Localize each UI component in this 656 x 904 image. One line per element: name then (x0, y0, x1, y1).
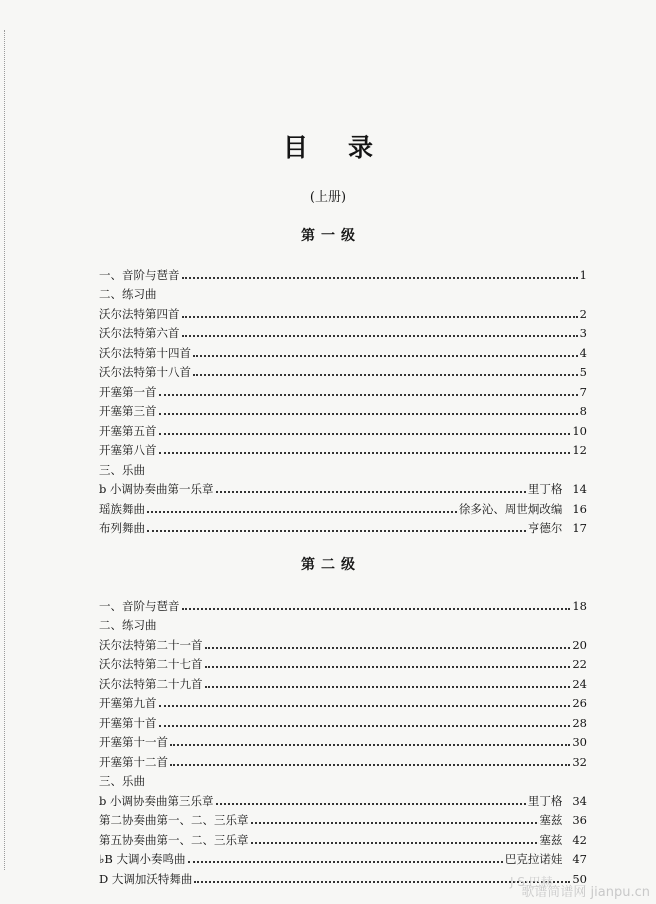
level-1-toc (99, 262, 587, 535)
toc-entry-composer: 巴克拉诺娃 (504, 852, 563, 866)
toc-entry-composer: 徐多沁、周世炯改编 (458, 501, 563, 516)
dot-leader (216, 802, 526, 805)
level-2-heading: 第二级 (301, 557, 361, 573)
toc-entry (99, 301, 587, 321)
toc-entry-title: 开塞第五首 (99, 423, 157, 438)
toc-entry (99, 321, 587, 341)
toc-entry-title: 开塞第十首 (99, 715, 157, 730)
toc-entry-title: 开塞第十一首 (99, 735, 168, 749)
toc-entry-title: 沃尔法特第十八首 (99, 365, 191, 379)
toc-entry-title: 沃尔法特第二十七首 (99, 657, 203, 671)
toc-entry-title: 瑶族舞曲 (99, 501, 145, 516)
dot-leader (147, 529, 526, 532)
toc-entry-title: 第二协奏曲第一、二、三乐章 (99, 813, 249, 827)
toc-entry-page: 50 (572, 871, 587, 886)
toc-entry-page: 14 (572, 482, 587, 496)
toc-entry (99, 262, 587, 282)
dot-leader (182, 607, 571, 610)
toc-entry-title: 开塞第十二首 (99, 754, 168, 769)
level-2-toc (99, 593, 587, 886)
toc-entry-page: 42 (572, 832, 587, 847)
toc-entry-page: 1 (579, 267, 587, 282)
toc-entry (99, 808, 587, 828)
toc-entry (99, 652, 587, 672)
toc-entry-title: 开塞第三首 (99, 404, 157, 418)
toc-entry (99, 691, 587, 711)
toc-entry-title: 沃尔法特第四首 (99, 306, 180, 321)
dot-leader (159, 724, 571, 727)
toc-entry-title: b 小调协奏曲第三乐章 (99, 793, 214, 808)
toc-entry-title: 一、音阶与琶音 (99, 598, 180, 613)
dot-leader (216, 490, 526, 493)
toc-section-heading (99, 769, 587, 789)
toc-entry (99, 710, 587, 730)
toc-entry (99, 788, 587, 808)
watermark: 歌谱简谱网 jianpu.cn (521, 885, 650, 900)
toc-entry (99, 399, 587, 419)
toc-section-heading (99, 282, 587, 302)
dot-leader (159, 451, 571, 454)
dot-leader (182, 276, 578, 279)
dot-leader (159, 393, 578, 396)
toc-entry-page: 17 (572, 521, 587, 535)
toc-entry (99, 827, 587, 847)
toc-entry (99, 477, 587, 497)
toc-entry-page: 30 (572, 735, 587, 749)
toc-entry (99, 749, 587, 769)
toc-entry-page: 18 (572, 598, 587, 613)
page-title: 目录 (282, 133, 413, 162)
toc-entry-title: 开塞第八首 (99, 443, 157, 457)
toc-entry-title: 三、乐曲 (99, 462, 145, 477)
dot-leader (182, 315, 578, 318)
toc-entry-page: 4 (579, 345, 587, 360)
toc-entry (99, 632, 587, 652)
dot-leader (159, 412, 578, 415)
toc-entry-title: 二、练习曲 (99, 618, 157, 632)
dot-leader (205, 685, 571, 688)
toc-entry-page: 3 (579, 326, 587, 340)
toc-entry-page: 34 (572, 793, 587, 808)
toc-entry (99, 360, 587, 380)
toc-entry-page: 8 (579, 404, 587, 418)
toc-entry-page: 28 (572, 715, 587, 730)
dot-leader (159, 704, 571, 707)
toc-entry-title: D 大调加沃特舞曲 (99, 871, 193, 886)
toc-entry-page: 7 (579, 384, 587, 399)
toc-section-heading (99, 457, 587, 477)
toc-entry (99, 438, 587, 458)
toc-entry-page: 16 (572, 501, 587, 516)
toc-entry-composer: 里丁格 (527, 482, 563, 496)
toc-entry-page: 5 (579, 365, 587, 379)
toc-entry-page: 20 (572, 637, 587, 652)
toc-entry (99, 593, 587, 613)
dot-leader (205, 646, 571, 649)
toc-section-heading (99, 613, 587, 633)
toc-entry-composer: 塞兹 (539, 813, 563, 827)
dot-leader (147, 510, 457, 513)
toc-entry-title: 开塞第一首 (99, 384, 157, 399)
toc-entry (99, 730, 587, 750)
toc-entry-title: 沃尔法特第六首 (99, 326, 180, 340)
toc-entry-page: 24 (572, 676, 587, 691)
toc-entry (99, 496, 587, 516)
toc-entry-page: 2 (579, 306, 587, 321)
toc-entry-page: 47 (572, 852, 587, 866)
toc-entry-page: 10 (572, 423, 587, 438)
toc-entry (99, 379, 587, 399)
dot-leader (182, 334, 578, 337)
toc-entry-title: ♭B 大调小奏鸣曲 (99, 852, 186, 866)
toc-entry-title: 沃尔法特第二十九首 (99, 676, 203, 691)
toc-entry-title: 第五协奏曲第一、二、三乐章 (99, 832, 249, 847)
toc-entry (99, 340, 587, 360)
toc-entry-title: 沃尔法特第二十一首 (99, 637, 203, 652)
toc-entry-composer: 里丁格 (527, 793, 563, 808)
level-1-heading: 第一级 (301, 228, 361, 244)
toc-entry (99, 847, 587, 867)
dot-leader (159, 432, 571, 435)
toc-entry-page: 36 (572, 813, 587, 827)
toc-entry-title: 开塞第九首 (99, 696, 157, 710)
toc-entry-page: 22 (572, 657, 587, 671)
dot-leader (205, 665, 571, 668)
toc-entry-title: 一、音阶与琶音 (99, 267, 180, 282)
watermark-small: J·S·巴赫 (510, 875, 553, 889)
dot-leader (251, 821, 538, 824)
dot-leader (193, 354, 578, 357)
dot-leader (193, 373, 578, 376)
toc-entry (99, 671, 587, 691)
toc-entry-page: 12 (572, 443, 587, 457)
toc-entry-title: 三、乐曲 (99, 774, 145, 788)
dot-leader (170, 743, 570, 746)
toc-entry-composer: 塞兹 (539, 832, 563, 847)
volume-label: (上册) (309, 190, 347, 205)
toc-entry-title: 二、练习曲 (99, 287, 157, 301)
dot-leader (188, 860, 503, 863)
dot-leader (170, 763, 570, 766)
toc-entry (99, 516, 587, 536)
toc-entry-title: 沃尔法特第十四首 (99, 345, 191, 360)
toc-entry (99, 418, 587, 438)
toc-entry-title: b 小调协奏曲第一乐章 (99, 482, 214, 496)
toc-entry-title: 布列舞曲 (99, 521, 145, 535)
dot-leader (251, 841, 538, 844)
toc-entry-page: 32 (572, 754, 587, 769)
toc-entry-composer: 亨德尔 (527, 521, 563, 535)
toc-entry-page: 26 (572, 696, 587, 710)
